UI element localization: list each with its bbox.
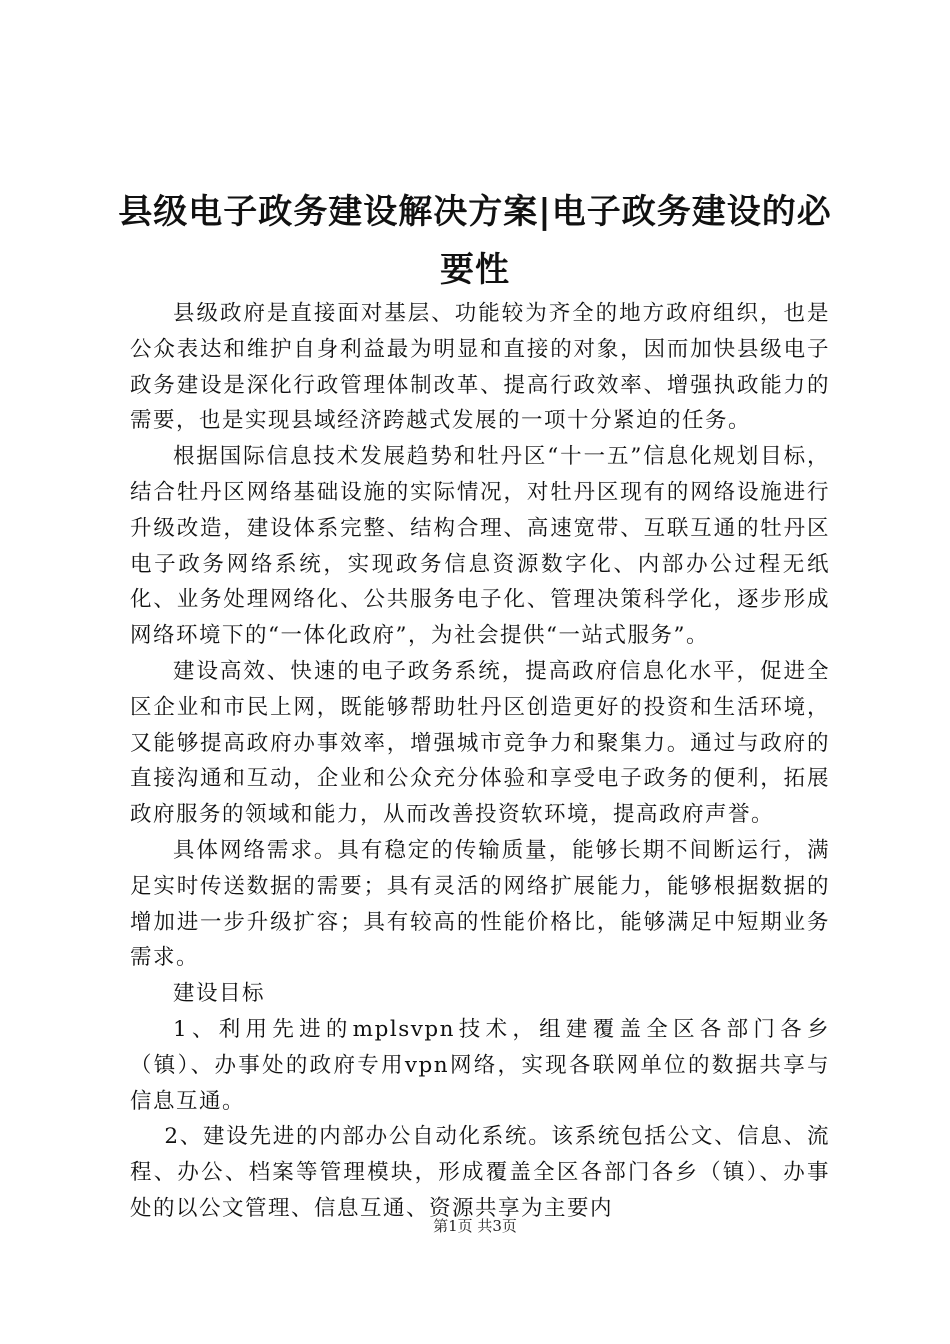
paragraph: 县级政府是直接面对基层、功能较为齐全的地方政府组织，也是公众表达和维护自身利益最为明显和直接的对象，因而加快县级电子政务建设是深化行政管理体制改革、提高行政效率、增强执政能力的需要，也是实现县域经济跨越式发展的一项十分紧迫的任务。	[130, 301, 830, 434]
paragraph: 具体网络需求。具有稳定的传输质量，能够长期不间断运行，满足实时传送数据的需要；具有灵活的网络扩展能力，能够根据数据的增加进一步升级扩容；具有较高的性能价格比，能够满足中短期业务需求。	[130, 837, 830, 971]
section-heading: 建设目标	[173, 981, 266, 1007]
page-title: 县级电子政务建设解决方案|电子政务建设的必要性	[118, 192, 832, 290]
list-item: 2、建设先进的内部办公自动化系统。该系统包括公文、信息、流程、办公、档案等管理模块，形成覆盖全区各部门各乡（镇）、办事处的以公文管理、信息互通、资源共享为主要内	[130, 1124, 830, 1221]
list-item: 1、利用先进的mplsvpn技术，组建覆盖全区各部门各乡（镇）、办事处的政府专用vpn网络，实现各联网单位的数据共享与信息互通。	[130, 1016, 830, 1114]
paragraph: 根据国际信息技术发展趋势和牡丹区“十一五”信息化规划目标，结合牡丹区网络基础设施的实际情况，对牡丹区现有的网络设施进行升级改造，建设体系完整、结构合理、高速宽带、互联互通的牡丹区电子政务网络系统，实现政务信息资源数字化、内部办公过程无纸化、业务处理网络化、公共服务电子化、管理决策科学化，逐步形成网络环境下的“一体化政府”，为社会提供“一站式服务”。	[130, 444, 830, 649]
paragraph: 建设高效、快速的电子政务系统，提高政府信息化水平，促进全区企业和市民上网，既能够帮助牡丹区创造更好的投资和生活环境，又能够提高政府办事效率，增强城市竞争力和聚集力。通过与政府的直接沟通和互动，企业和公众充分体验和享受电子政务的便利，拓展政府服务的领域和能力，从而改善投资软环境，提高政府声誉。	[130, 658, 830, 828]
page-footer: 第1页 共3页	[433, 1217, 517, 1235]
document-body	[130, 296, 830, 1227]
